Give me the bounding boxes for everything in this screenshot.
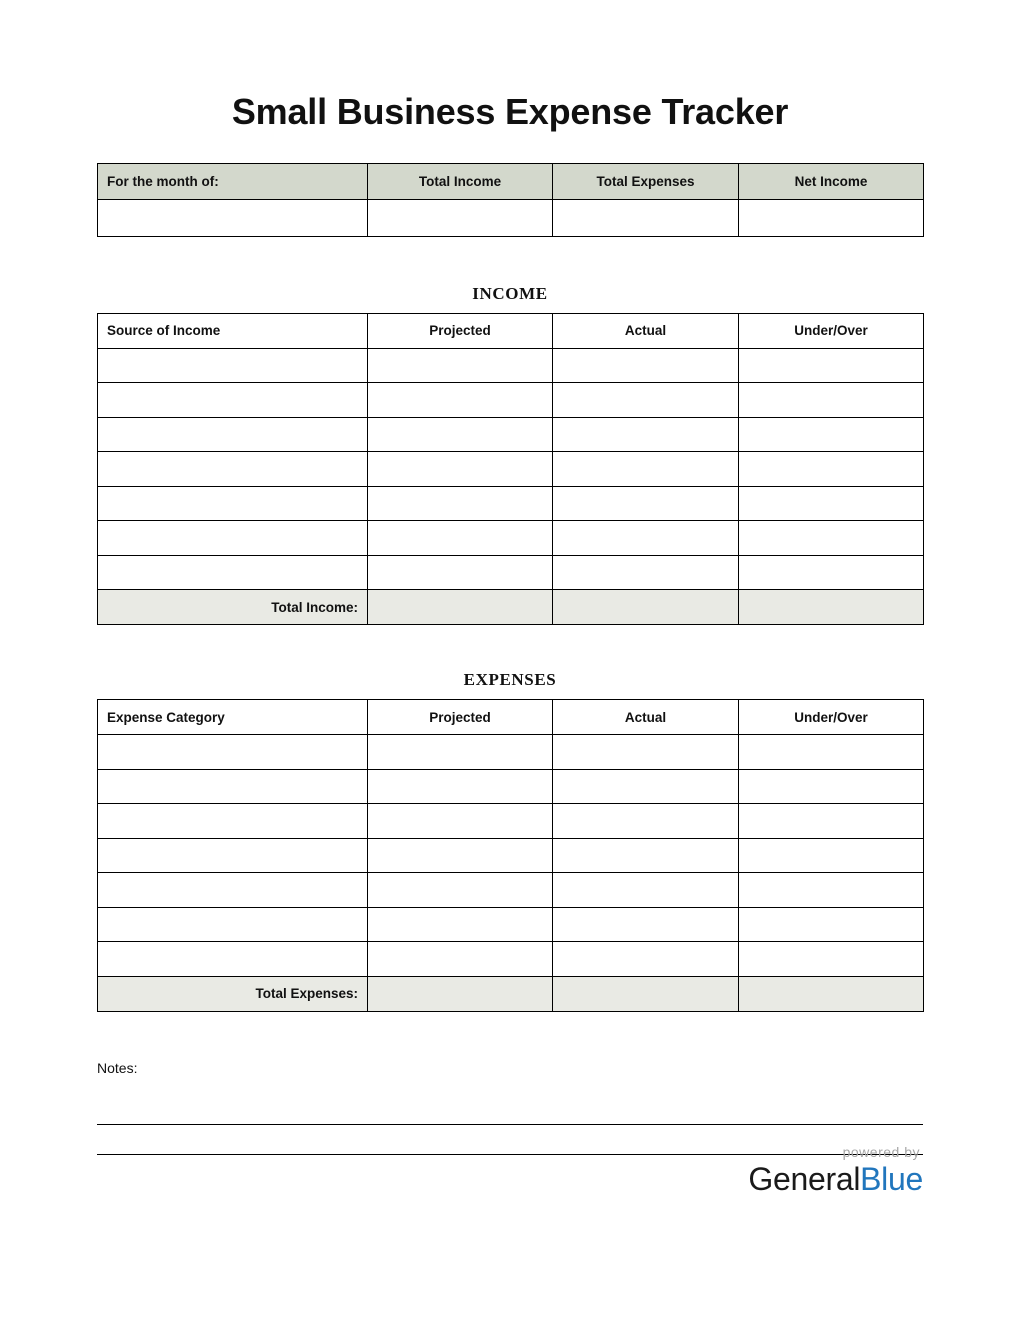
expenses-cell-projected[interactable]	[368, 873, 553, 908]
expenses-cell-actual[interactable]	[553, 804, 739, 839]
income-total-row	[98, 590, 924, 625]
summary-header-row	[98, 163, 924, 199]
notes-line-1[interactable]	[97, 1124, 923, 1125]
expenses-cell-category[interactable]	[98, 907, 368, 942]
expenses-cell-under-over[interactable]	[739, 942, 924, 977]
expenses-header-under-over: Under/Over	[739, 700, 924, 735]
expenses-cell-under-over[interactable]	[739, 873, 924, 908]
income-total-under-over[interactable]	[739, 590, 924, 625]
expenses-header-projected: Projected	[368, 700, 553, 735]
table-row	[98, 417, 924, 452]
table-row	[98, 521, 924, 556]
table-row	[98, 735, 924, 770]
expenses-total-projected[interactable]	[368, 976, 553, 1011]
notes-label: Notes:	[97, 1059, 138, 1076]
income-cell-source[interactable]	[98, 521, 368, 556]
income-cell-source[interactable]	[98, 486, 368, 521]
expenses-cell-category[interactable]	[98, 735, 368, 770]
expenses-table	[97, 699, 924, 1012]
income-total-projected[interactable]	[368, 590, 553, 625]
summary-header-month: For the month of:	[98, 163, 368, 199]
income-cell-under-over[interactable]	[739, 383, 924, 418]
brand-name-blue: Blue	[860, 1161, 923, 1197]
expenses-cell-category[interactable]	[98, 769, 368, 804]
income-section-heading: INCOME	[472, 283, 548, 303]
summary-table	[97, 163, 924, 237]
income-cell-projected[interactable]	[368, 417, 553, 452]
expenses-cell-actual[interactable]	[553, 942, 739, 977]
table-row	[98, 907, 924, 942]
income-cell-actual[interactable]	[553, 383, 739, 418]
income-cell-actual[interactable]	[553, 521, 739, 556]
income-cell-projected[interactable]	[368, 348, 553, 383]
income-cell-source[interactable]	[98, 555, 368, 590]
expenses-total-under-over[interactable]	[739, 976, 924, 1011]
income-total-actual[interactable]	[553, 590, 739, 625]
expenses-cell-category[interactable]	[98, 942, 368, 977]
table-row	[98, 804, 924, 839]
expenses-cell-category[interactable]	[98, 873, 368, 908]
income-cell-under-over[interactable]	[739, 348, 924, 383]
expenses-cell-projected[interactable]	[368, 942, 553, 977]
footer-branding	[748, 1145, 923, 1195]
expenses-header-actual: Actual	[553, 700, 739, 735]
expenses-total-actual[interactable]	[553, 976, 739, 1011]
expenses-section-heading: EXPENSES	[463, 670, 557, 690]
income-cell-projected[interactable]	[368, 452, 553, 487]
income-cell-projected[interactable]	[368, 555, 553, 590]
income-cell-actual[interactable]	[553, 486, 739, 521]
table-row	[98, 348, 924, 383]
income-table	[97, 313, 924, 626]
income-cell-source[interactable]	[98, 452, 368, 487]
notes-section	[97, 1060, 923, 1155]
income-cell-source[interactable]	[98, 383, 368, 418]
expenses-table-body	[98, 735, 924, 1012]
table-row	[98, 452, 924, 487]
table-row	[98, 942, 924, 977]
expenses-header-category: Expense Category	[98, 700, 368, 735]
expenses-cell-projected[interactable]	[368, 769, 553, 804]
generalblue-logo	[748, 1163, 923, 1195]
income-cell-actual[interactable]	[553, 452, 739, 487]
table-row	[98, 769, 924, 804]
summary-header-total-expenses: Total Expenses	[553, 163, 739, 199]
summary-table-wrapper	[97, 163, 923, 237]
page-title: Small Business Expense Tracker	[231, 91, 789, 132]
income-cell-under-over[interactable]	[739, 452, 924, 487]
expenses-cell-under-over[interactable]	[739, 838, 924, 873]
table-row	[98, 555, 924, 590]
income-cell-under-over[interactable]	[739, 417, 924, 452]
expenses-cell-projected[interactable]	[368, 804, 553, 839]
expenses-cell-under-over[interactable]	[739, 735, 924, 770]
income-header-source: Source of Income	[98, 313, 368, 348]
expenses-cell-projected[interactable]	[368, 838, 553, 873]
income-cell-source[interactable]	[98, 417, 368, 452]
income-header-row	[98, 313, 924, 348]
income-cell-projected[interactable]	[368, 521, 553, 556]
expenses-cell-under-over[interactable]	[739, 804, 924, 839]
expenses-total-row	[98, 976, 924, 1011]
summary-cell-month[interactable]	[98, 199, 368, 236]
income-cell-under-over[interactable]	[739, 486, 924, 521]
income-cell-projected[interactable]	[368, 486, 553, 521]
expenses-cell-under-over[interactable]	[739, 907, 924, 942]
summary-header-total-income: Total Income	[368, 163, 553, 199]
expenses-cell-actual[interactable]	[553, 769, 739, 804]
income-cell-actual[interactable]	[553, 417, 739, 452]
income-cell-source[interactable]	[98, 348, 368, 383]
table-row	[98, 873, 924, 908]
table-row	[98, 486, 924, 521]
summary-cell-net-income[interactable]	[739, 199, 924, 236]
expenses-cell-actual[interactable]	[553, 838, 739, 873]
table-row	[98, 383, 924, 418]
expenses-cell-category[interactable]	[98, 804, 368, 839]
summary-header-net-income: Net Income	[739, 163, 924, 199]
brand-name-general: General	[748, 1161, 861, 1197]
expenses-cell-actual[interactable]	[553, 873, 739, 908]
income-header-projected: Projected	[368, 313, 553, 348]
summary-cell-total-income[interactable]	[368, 199, 553, 236]
expenses-header-row	[98, 700, 924, 735]
income-cell-actual[interactable]	[553, 348, 739, 383]
income-cell-under-over[interactable]	[739, 555, 924, 590]
expenses-cell-actual[interactable]	[553, 907, 739, 942]
expenses-cell-projected[interactable]	[368, 907, 553, 942]
expenses-cell-actual[interactable]	[553, 735, 739, 770]
summary-value-row	[98, 199, 924, 236]
income-cell-projected[interactable]	[368, 383, 553, 418]
table-row	[98, 838, 924, 873]
income-cell-actual[interactable]	[553, 555, 739, 590]
summary-cell-total-expenses[interactable]	[553, 199, 739, 236]
expenses-total-label: Total Expenses:	[98, 976, 368, 1011]
expenses-cell-under-over[interactable]	[739, 769, 924, 804]
expenses-cell-projected[interactable]	[368, 735, 553, 770]
powered-by-label: powered by	[842, 1144, 920, 1160]
income-table-body	[98, 348, 924, 625]
income-cell-under-over[interactable]	[739, 521, 924, 556]
expenses-cell-category[interactable]	[98, 838, 368, 873]
income-header-actual: Actual	[553, 313, 739, 348]
income-total-label: Total Income:	[98, 590, 368, 625]
income-header-under-over: Under/Over	[739, 313, 924, 348]
